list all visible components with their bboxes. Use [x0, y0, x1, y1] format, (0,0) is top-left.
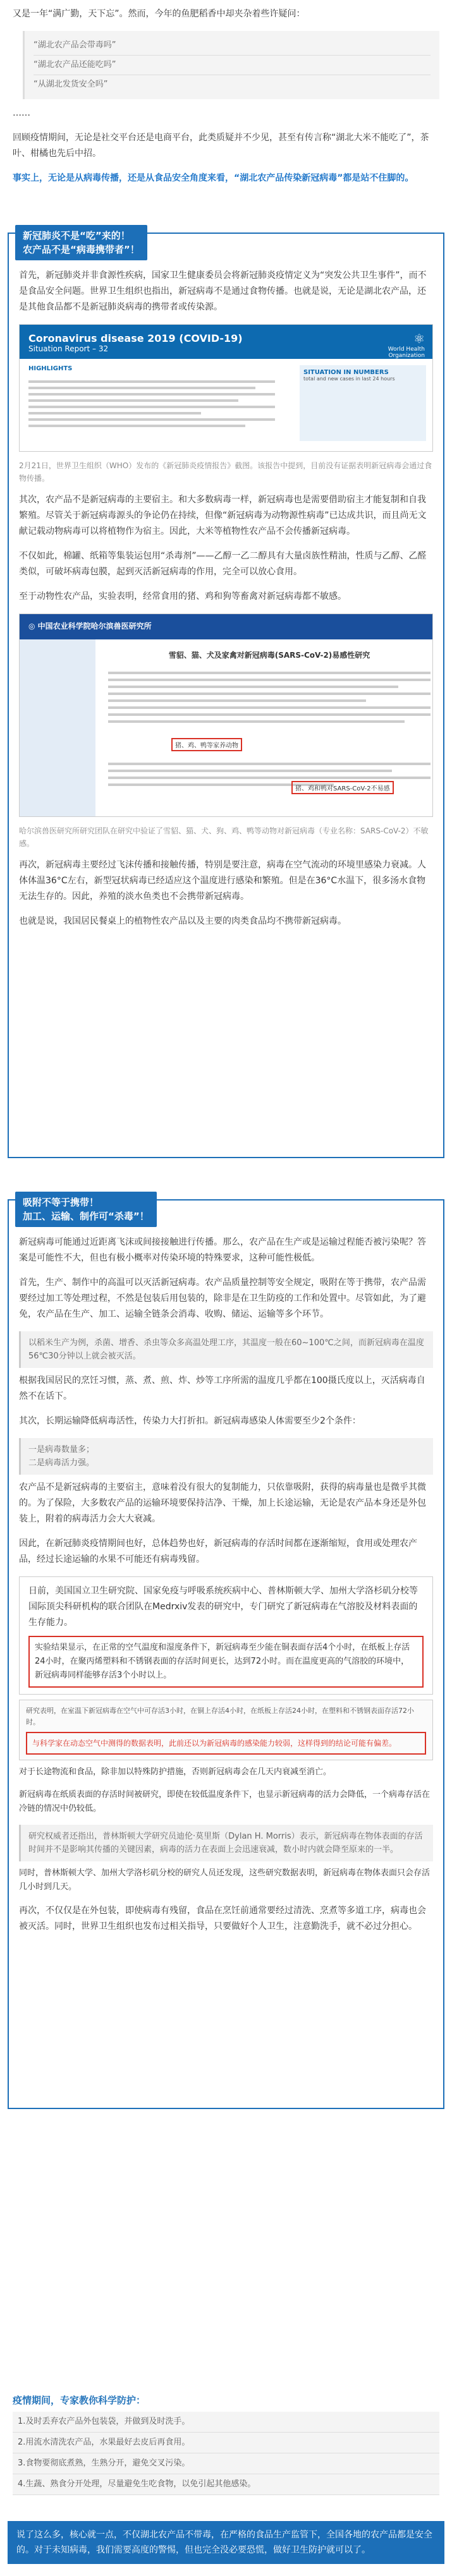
question-3: “从湖北发货安全吗”	[34, 80, 108, 89]
who-numbers-panel	[300, 365, 426, 441]
condition-2: 二是病毒活力强。	[28, 1458, 95, 1468]
expert-quote: 研究权威者还指出，普林斯顿大学研究员迪伦·莫里斯（Dylan H. Morris）表示，新冠病毒在物体表面的存活时间并不是影响其传播的关键因素，病毒的活力在表面上会迅速衰减，数小时内就会降至原来的一半。	[19, 1825, 433, 1861]
who-report-subtitle: Situation Report – 32	[28, 344, 109, 353]
closing-banner: 说了这么多，核心就一点，不仅湖北农产品不带毒，在严格的食品生产监管下，全国各地的农产品都是安全的。对于未知病毒，我们需要高度的警惕，但也完全没必要恐慌，做好卫生防护就可以了。	[8, 2521, 444, 2564]
tip-4: 4.生蔬、熟食分开处理，尽量避免生吃食物，以免引起其他感染。	[13, 2474, 439, 2495]
intro-lead: 又是一年“满广勤，天下忘”。然而，今年的鱼肥稻香中却夹杂着些许疑问：	[13, 9, 305, 19]
journal-logo-icon: ◎	[28, 622, 35, 631]
who-caption: 2月21日，世界卫生组织（WHO）发布的《新冠肺炎疫情报告》截图。该报告中提到，目前没有证据表明新冠病毒会通过食物传播。	[19, 461, 432, 483]
section-2-paragraph-3: 根据我国居民的烹饪习惯，蒸、煮、煎、炸、炒等工序所需的温度几乎都在100摄氏度以上，灭活病毒自然不在话下。	[19, 1376, 425, 1401]
section-2-paragraph-6: 因此，在新冠肺炎疫情期间也好，总体趋势也好，新冠病毒的存活时间都在逐渐缩短，食用或处理农产品，经过长途运输的水果不可能还有病毒残留。	[19, 1539, 417, 1564]
who-numbers-subtitle: total and new cases in last 24 hours	[303, 376, 395, 382]
question-2: “湖北农产品还能吃吗”	[34, 56, 431, 75]
journal-institute: 中国农业科学院哈尔滨兽医研究所	[37, 622, 152, 631]
who-report-title: Coronavirus disease 2019 (COVID-19)	[28, 332, 243, 344]
tip-2: 2.用流水清洗农产品，水果最好去皮后再食用。	[13, 2433, 439, 2453]
who-highlights-label: HIGHLIGHTS	[28, 365, 73, 372]
research-screenshot	[19, 1700, 433, 1760]
intro-conclusion: 事实上，无论是从病毒传播，还是从食品安全角度来看，“湖北农产品传染新冠病毒”都是站不住脚的。	[13, 173, 414, 183]
who-text-lines	[28, 377, 275, 431]
who-report-image	[19, 324, 433, 452]
section-1	[0, 230, 452, 1158]
journal-caption: 哈尔滨兽医研究所研究团队在研究中验证了雪貂、猫、犬、狗、鸡、鸭等动物对新冠病毒（专业名称：SARS-CoV-2）不敏感。	[19, 826, 429, 848]
question-list	[23, 31, 439, 99]
journal-highlight-1: 猪、鸡、鸭等家养动物	[171, 738, 242, 751]
who-numbers-title: SITUATION IN NUMBERS	[303, 369, 389, 376]
section-2-paragraph-8: 新冠病毒在纸质表面的存活时间被研究，即使在较低温度条件下，也显示新冠病毒的活力会降低，一个病毒存活在冷链的情况中仍较低。	[19, 1790, 431, 1813]
section-1-paragraph-2: 其次，农产品不是新冠病毒的主要宿主。和大多数病毒一样，新冠病毒也是需要借助宿主才能复制和自我繁殖。尽管关于新冠病毒源头的争论仍在持续，但像“新冠病毒为动物源性病毒”已达成共识，而且尚无文献记载动物病毒可以将植物作为宿主。因此，大米等植物性农产品不会传播新冠病毒。	[19, 495, 427, 536]
section-2-paragraph-2: 首先，生产、制作中的高温可以灭活新冠病毒。农产品质量控制等安全规定，吸附在等于携带，农产品需要经过加工等处理过程，不然是包装后用包装的，除非是在卫生防疫的工作和处置中。尽管如此，为了避免，农产品在生产、加工、运输全链条会消毒、收购、储运、运输等多个环节。	[19, 1278, 426, 1319]
section-2-title-line-1: 吸附不等于携带！	[23, 1197, 99, 1208]
section-3	[0, 2393, 452, 2495]
who-emblem-icon: ⚛	[413, 331, 425, 346]
journal-header	[20, 614, 432, 639]
journal-article-title: 雪貂、猫、犬及家禽对新冠病毒(SARS-CoV-2)易感性研究	[168, 651, 370, 660]
who-org-name: World Health Organization	[388, 346, 425, 359]
research-box	[19, 1576, 433, 1695]
journal-sidebar	[20, 639, 95, 816]
section-2-title	[15, 1192, 157, 1227]
intro-paragraph-2: 回顾疫情期间，无论是社交平台还是电商平台，此类质疑并不少见，甚至有传言称“湖北大米不能吃了”，茶叶、柑橘也先后中招。	[13, 133, 429, 159]
condition-1: 一是病毒数量多；	[28, 1445, 95, 1454]
journal-image	[19, 614, 433, 817]
section-2-paragraph-9: 同时，普林斯顿大学、加州大学洛杉矶分校的研究人员还发现，这些研究数据表明，新冠病毒在物体表面只会存活几小时到几天。	[19, 1868, 431, 1892]
who-logo	[368, 331, 425, 359]
tip-3: 3.食物要彻底煮熟，生熟分开，避免交叉污染。	[13, 2453, 439, 2474]
journal-highlight-2: 猪、鸡和鸭对SARS-CoV-2不易感	[291, 781, 394, 794]
section-2-paragraph-1: 新冠病毒可能通过近距离飞沫或间接接触进行传播。那么，农产品在生产或是运输过程能否被污染呢？答案是可能性不大，但也有极小概率对传染环境的特殊要求，这种可能性极低。	[19, 1237, 426, 1263]
section-2-paragraph-4: 其次，长期运输降低病毒活性，传染力大打折扣。新冠病毒感染人体需要至少2个条件：	[19, 1416, 361, 1426]
research-screenshot-text: 研究表明，在室温下新冠病毒在空气中可存活3小时，在铜上存活4小时，在纸板上存活24小时，在塑料和不锈钢表面存活72小时。	[26, 1707, 414, 1726]
section-2-box	[8, 1199, 444, 2109]
research-result: 实验结果显示，在正常的空气温度和湿度条件下，新冠病毒至少能在铜表面存活4个小时，在纸板上存活24小时，在聚丙烯塑料和不锈钢表面的存活时间更长，达到72小时。而在温度更高的气溶胶的环境中，新冠病毒同样能够存活3个小时以上。	[28, 1636, 424, 1688]
closing-section	[0, 2521, 452, 2564]
section-1-title-line-1: 新冠肺炎不是“吃”来的！	[23, 230, 130, 241]
section-2	[0, 1199, 452, 2109]
section-1-paragraph-4: 至于动物性农产品，实验表明，经常食用的猪、鸡和狗等畜禽对新冠病毒都不敏感。	[19, 591, 346, 602]
section-1-title-line-2: 农产品不是“病毒携带者”！	[23, 244, 140, 255]
section-2-paragraph-5: 农产品不是新冠病毒的主要宿主，意味着没有很大的复制能力，只依靠吸附，获得的病毒量也是微乎其微的。为了保险，大多数农产品的运输环境要保持洁净、干燥，加上长途运输，无论是农产品本身还是外包装上，附着的病毒活力会大大衰减。	[19, 1482, 426, 1524]
tip-1: 1.及时丢弃农产品外包装袋，并做到及时洗手。	[13, 2412, 439, 2433]
section-1-box	[8, 230, 444, 1158]
section-2-title-line-2: 加工、运输、制作可“杀毒”！	[23, 1211, 149, 1222]
section-2-paragraph-10: 再次，不仅仅是在外包装，即使病毒有残留，食品在烹饪前通常要经过清洗、烹煮等多道工序，病毒也会被灭活。同时，世界卫生组织也发布过相关指导，只要做好个人卫生，注意勤洗手，就不必过分担心。	[19, 1906, 426, 1932]
question-1: “湖北农产品会带毒吗”	[34, 36, 431, 56]
intro-section	[0, 6, 452, 195]
intro-ellipsis: ……	[13, 108, 30, 118]
research-screenshot-highlight: 与科学家在动态空气中测得的数据表明，此前还以为新冠病毒的感染能力较弱，这样得到的结论可能有偏差。	[26, 1732, 426, 1755]
conditions-list	[19, 1438, 433, 1475]
section-2-paragraph-7: 对于长途物流和食品，除非加以特殊防护措施，否则新冠病毒会在几天内衰减至消亡。	[19, 1767, 332, 1777]
section-1-paragraph-6: 再次，新冠病毒主要经过飞沫传播和接触传播，特别是要注意，病毒在空气流动的环境里感染力衰减。人体体温36°C左右，新型冠状病毒已经适应这个温度进行感染和繁殖。但是在36°C水温下，很多汤水食物无法生存的。因此，养殖的淡水鱼类也不会携带新冠病毒。	[19, 860, 426, 902]
section-3-title: 疫情期间，专家教你科学防护：	[13, 2395, 146, 2406]
section-1-title	[15, 225, 147, 260]
section-1-paragraph-7: 也就是说，我国居民餐桌上的植物性农产品以及主要的肉类食品均不携带新冠病毒。	[19, 916, 346, 926]
section-1-paragraph-3: 不仅如此，棉罐、纸箱等集装运包用“杀毒剂”——乙醇一乙二醇具有大量卤族性精油，性质与乙醇、乙醛类似，可破坏病毒包膜，起到灭活新冠病毒的作用，完全可以放心食用。	[19, 551, 427, 577]
research-intro: 日前，美国国立卫生研究院、国家免疫与呼吸系统疾病中心、普林斯顿大学、加州大学洛杉矶分校等国际顶尖科研机构的联合团队在Medrxiv发表的研究中，专门研究了新冠病毒在气溶胶及材料表面的生存能力。	[28, 1586, 418, 1628]
section-1-paragraph-1: 首先，新冠肺炎并非食源性疾病，国家卫生健康委员会将新冠肺炎疫情定义为“突发公共卫生事件”，而不是食品安全问题。世界卫生组织也指出，新冠病毒不是通过食物传播。也就是说，无论是湖北农产品，还是其他食品都不是新冠肺炎病毒的携带者或传染源。	[19, 270, 427, 312]
rice-quote: 以稻米生产为例，杀菌、增香、杀虫等众多高温处理工序，其温度一般在60~100℃之间，而新冠病毒在温度56℃30分钟以上就会被灭活。	[19, 1331, 433, 1368]
journal-body-lines	[108, 667, 431, 727]
